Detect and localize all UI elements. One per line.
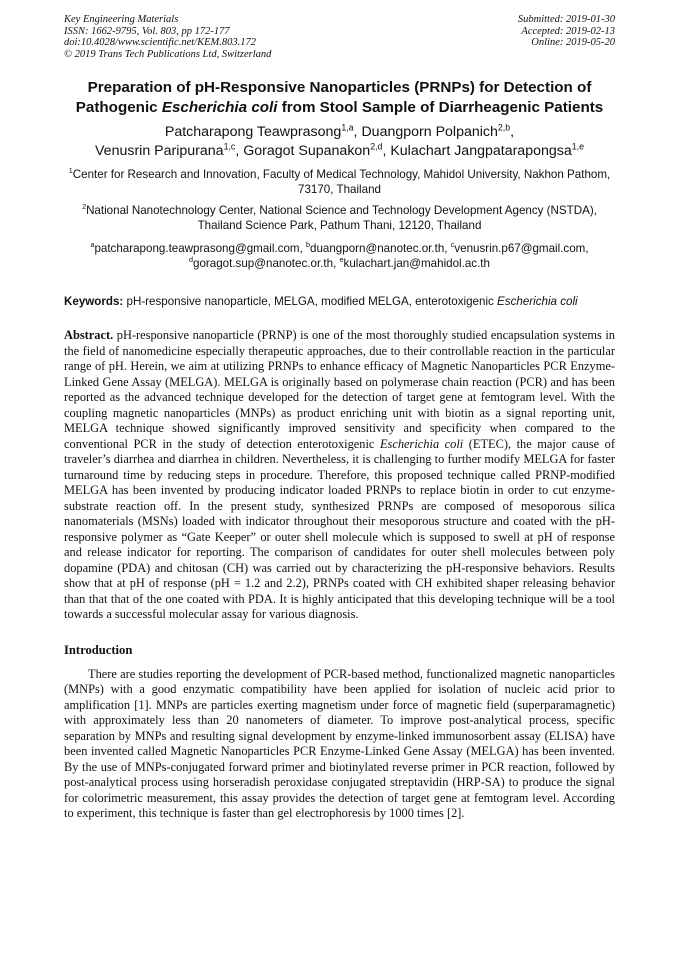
author-line bbox=[64, 142, 615, 161]
affiliation-sup: 2 bbox=[82, 202, 87, 212]
author-sep: , bbox=[510, 124, 515, 140]
email-sup: c bbox=[450, 240, 455, 250]
author-list bbox=[64, 123, 615, 161]
journal-header bbox=[64, 14, 615, 60]
author-name: Duangporn Polpanich bbox=[361, 124, 498, 140]
title-line-2 bbox=[64, 98, 615, 118]
author-sup: 1,a bbox=[341, 122, 354, 133]
affiliation-1 bbox=[64, 167, 615, 197]
keywords-text: pH-responsive nanoparticle, MELGA, modified MELGA, enterotoxigenic bbox=[123, 295, 498, 308]
email-link[interactable]: patcharapong.teawprasong@gmail.com bbox=[94, 242, 300, 255]
author-name: Venusrin Paripurana bbox=[95, 143, 224, 159]
affiliation-2 bbox=[64, 203, 615, 233]
email-sep: , bbox=[299, 242, 307, 255]
affiliation-text: National Nanotechnology Center, National Science and Technology Development Agency (NSTDA), Thailand Science Park, Pathum Thani, 12120, Thailand bbox=[86, 204, 597, 232]
email-sep: , bbox=[333, 257, 340, 270]
email-sup: b bbox=[306, 240, 311, 250]
keywords bbox=[64, 294, 615, 309]
title-line-1: Preparation of pH-Responsive Nanoparticles (PRNPs) for Detection of bbox=[87, 79, 592, 96]
title-species: Escherichia coli bbox=[161, 99, 278, 116]
author-line bbox=[64, 123, 615, 142]
email-list bbox=[64, 241, 615, 271]
abstract-text: (ETEC), the major cause of traveler’s diarrhea and diarrhea in children. Nevertheless, it is challenging to further modify MELGA for faster turnaround time by reducing steps in procedure. Therefore, this proposed technique called PRNP-modified MELGA has been invented by producing indicator loaded PRNPs to replace biotin in order to cut enzyme-substrate reaction off. In the present study, synthesized PRNPs are composed of mesoporous silica nanomaterials (MSNs) loaded with indicator throughout their mesoporous structure and coated with the pH-responsive polymer as “Gate Keeper” or outer shell molecule which is supposed to swell at pH of response and release indicator for reporting. The comparison of candidates for outer shell molecules between poly dopamine (PDA) and chitosan (CH) was carried out by characterizing the pH-responsive behaviors. Results show that at pH of response (pH = 1.2 and 2.2), PRNPs coated with CH exhibited shaper releasing behavior than that that of the one coated with PDA. It is highly anticipated that this developing technique will be a tool towards a successful molecular assay for various diagnosis. bbox=[64, 436, 615, 621]
abstract-text: pH-responsive nanoparticle (PRNP) is one of the most thoroughly studied encapsulation systems in the field of nanomedicine especially therapeutic approaches, due to their controllable reaction in the particular range of pH. Herein, we aim at utilizing PRNPs to enhance efficacy of Magnetic Nanoparticles PCR Enzyme-Linked Gene Assay (MELGA). MELGA is originally based on polymerase chain reaction (PCR) and has been reported as the advanced technique developed for the detection of target gene at femtogram level. With the coupling magnetic nanoparticles (MNPs) as product enriching unit with biotin as a signal reporting unit, MELGA technique showed significantly improved sensitivity and specificity when compared to the conventional PCR in the study of detection enterotoxigenic bbox=[64, 328, 615, 451]
email-line bbox=[64, 256, 615, 271]
email-link[interactable]: venusrin.p67@gmail.com bbox=[454, 242, 586, 255]
author-sep: , bbox=[382, 143, 391, 159]
author-name: Patcharapong Teawprasong bbox=[164, 124, 342, 140]
submitted-date: Submitted: 2019-01-30 bbox=[517, 14, 615, 25]
email-sep: , bbox=[444, 242, 451, 255]
affiliation-sup: 1 bbox=[68, 166, 73, 176]
abstract-species: Escherichia coli bbox=[379, 436, 464, 451]
journal-copyright: © 2019 Trans Tech Publications Ltd, Switzerland bbox=[64, 48, 272, 60]
keywords-label: Keywords: bbox=[64, 295, 124, 308]
email-link[interactable]: kulachart.jan@mahidol.ac.th bbox=[343, 257, 490, 270]
abstract bbox=[64, 328, 615, 623]
submission-dates bbox=[518, 14, 615, 60]
author-sep: , bbox=[353, 124, 362, 140]
email-link[interactable]: goragot.sup@nanotec.or.th bbox=[193, 257, 334, 270]
email-line bbox=[64, 241, 615, 256]
author-sup: 1,c bbox=[223, 141, 236, 152]
affiliation-text: Center for Research and Innovation, Faculty of Medical Technology, Mahidol University, Nakhon Pathom, 73170, Thailand bbox=[72, 168, 611, 196]
author-sep: , bbox=[235, 143, 244, 159]
journal-issn: ISSN: 1662-9795, Vol. 803, pp 172-177 bbox=[64, 25, 230, 37]
section-heading-introduction: Introduction bbox=[64, 642, 133, 657]
author-name: Kulachart Jangpatarapongsa bbox=[390, 143, 572, 159]
email-sup: e bbox=[339, 255, 344, 265]
journal-info bbox=[64, 14, 271, 60]
title-text: Pathogenic bbox=[75, 99, 162, 116]
email-sup: a bbox=[90, 240, 95, 250]
introduction-paragraph: There are studies reporting the development of PCR-based method, functionalized magnetic nanoparticles (MNPs) with a good enzymatic compatibility have been applied for isolation of nucleic acid prior to amplification [1]. MNPs are particles exerting magnetism under force of magnetic field (superparamagnetic) with approximately less than 20 nanometers of diameter. To improve post-analytical process, specific separation by MNPs and resulting signal development by enzyme-linked immunosorbent assay (ELISA) have been invented called Magnetic Nanoparticles PCR Enzyme-Linked Gene Assay (MELGA) has been invented. By the use of MNPs-conjugated forward primer and biotinylated reverse primer in PCR reaction, followed by post-analytical process using horseradish peroxidase conjugated streptavidin (HRP-SA) to produce the signal for colorimetric measurement, this assay provides the detection of target gene at femtogram level. According to experiment, this technique is faster than gel electrophoresis by 1000 times [2]. bbox=[64, 666, 615, 820]
abstract-label: Abstract. bbox=[64, 328, 114, 342]
author-sup: 2,b bbox=[497, 122, 511, 133]
journal-doi: doi:10.4028/www.scientific.net/KEM.803.172 bbox=[64, 37, 256, 48]
paper-title bbox=[64, 78, 615, 118]
email-link[interactable]: duangporn@nanotec.or.th bbox=[310, 242, 445, 255]
journal-name: Key Engineering Materials bbox=[64, 14, 179, 25]
email-sep: , bbox=[585, 242, 589, 255]
keywords-species: Escherichia coli bbox=[497, 295, 578, 308]
author-sup: 1,e bbox=[571, 141, 584, 152]
email-sup: d bbox=[189, 255, 194, 265]
author-name: Goragot Supanakon bbox=[243, 143, 371, 159]
title-text: from Stool Sample of Diarrheagenic Patients bbox=[277, 99, 604, 116]
online-date: Online: 2019-05-20 bbox=[531, 37, 615, 48]
author-sup: 2,d bbox=[370, 141, 383, 152]
paper-page bbox=[64, 14, 615, 822]
accepted-date: Accepted: 2019-02-13 bbox=[521, 25, 615, 37]
